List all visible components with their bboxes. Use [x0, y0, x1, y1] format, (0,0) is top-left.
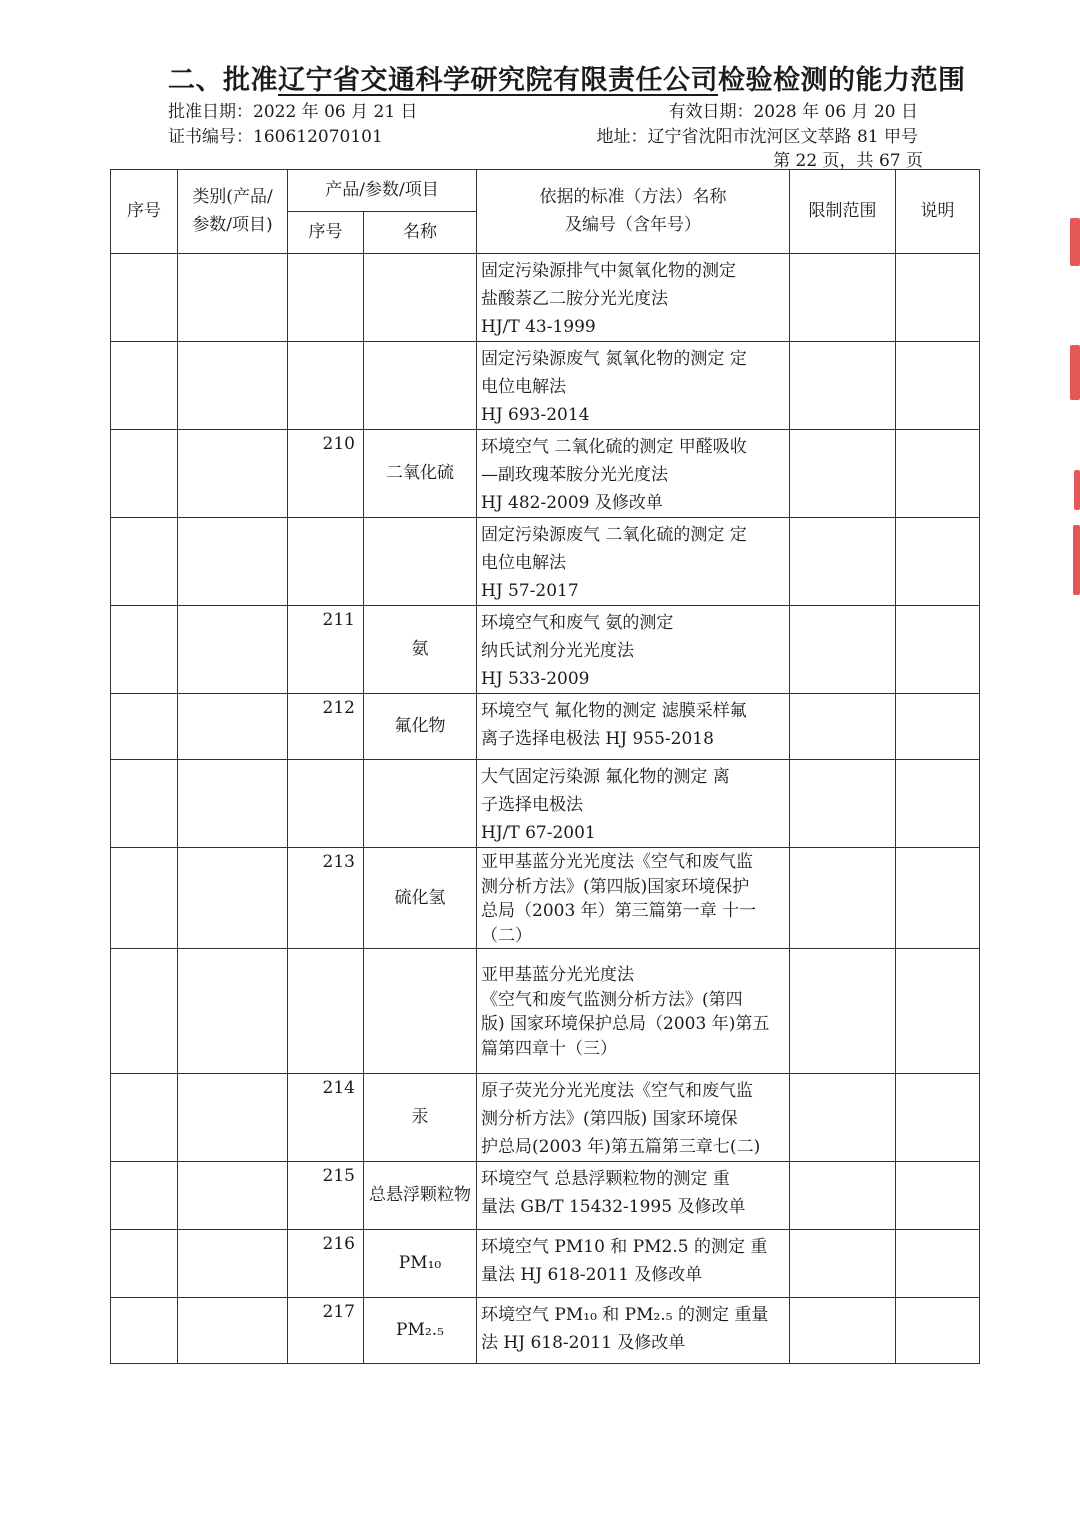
row-name: 硫化氢	[364, 848, 477, 949]
address: 地址：辽宁省沈阳市沈河区文萃路 81 甲号	[596, 127, 918, 147]
header-standard	[477, 170, 790, 254]
row-standard: 亚甲基蓝分光光度法《空气和废气监 测分析方法》(第四版)国家环境保护 总局（2003 年）第三篇第一章 十一 （二）	[477, 848, 790, 949]
row-name: 二氧化硫	[364, 430, 477, 518]
valid-date: 有效日期：2028 年 06 月 20 日	[668, 102, 918, 122]
row-number	[288, 518, 364, 606]
row-name	[364, 254, 477, 342]
row-number: 212	[288, 694, 364, 760]
seal-fragment	[1073, 525, 1080, 595]
row-name	[364, 760, 477, 848]
row-number: 217	[288, 1298, 364, 1364]
header-category: 类别(产品/参数/项目)	[178, 170, 288, 254]
header-sub-seq: 序号	[288, 212, 364, 254]
approval-date: 批准日期：2022 年 06 月 21 日	[168, 102, 418, 122]
table-row	[111, 694, 980, 760]
table-row	[111, 1162, 980, 1230]
header-seq: 序号	[111, 170, 178, 254]
title-organization: 辽宁省交通科学研究院有限责任公司	[278, 65, 718, 96]
row-standard: 固定污染源废气 氮氧化物的测定 定 电位电解法 HJ 693-2014	[477, 342, 790, 430]
row-name	[364, 342, 477, 430]
header-limit: 限制范围	[790, 170, 896, 254]
row-standard: 环境空气 二氧化硫的测定 甲醛吸收 —副玫瑰苯胺分光光度法 HJ 482-2009 及修改单	[477, 430, 790, 518]
header-standard-line1: 依据的标准（方法）名称	[539, 187, 727, 208]
row-number: 211	[288, 606, 364, 694]
row-name: 氨	[364, 606, 477, 694]
certificate-number: 证书编号：160612070101	[168, 127, 383, 147]
table-row	[111, 848, 980, 949]
seal-fragment	[1070, 345, 1080, 400]
seal-fragment	[1074, 470, 1080, 510]
row-standard: 环境空气和废气 氨的测定 纳氏试剂分光光度法 HJ 533-2009	[477, 606, 790, 694]
row-standard: 环境空气 总悬浮颗粒物的测定 重 量法 GB/T 15432-1995 及修改单	[477, 1162, 790, 1230]
seal-fragment	[1070, 218, 1080, 266]
header-group: 产品/参数/项目	[288, 170, 477, 212]
row-number: 216	[288, 1230, 364, 1298]
title-suffix: 检验检测的能力范围	[718, 65, 966, 96]
header-note: 说明	[896, 170, 980, 254]
table-row	[111, 949, 980, 1074]
row-number: 214	[288, 1074, 364, 1162]
row-number	[288, 760, 364, 848]
row-number	[288, 342, 364, 430]
row-standard: 固定污染源排气中氮氧化物的测定 盐酸萘乙二胺分光光度法 HJ/T 43-1999	[477, 254, 790, 342]
page-number: 第 22 页，共 67 页	[773, 151, 923, 171]
page-title	[168, 58, 966, 97]
row-standard: 固定污染源废气 二氧化硫的测定 定 电位电解法 HJ 57-2017	[477, 518, 790, 606]
table-row	[111, 1298, 980, 1364]
row-name	[364, 518, 477, 606]
table-row	[111, 518, 980, 606]
row-standard: 环境空气 PM₁₀ 和 PM₂.₅ 的测定 重量 法 HJ 618-2011 及修改单	[477, 1298, 790, 1364]
row-standard: 环境空气 PM10 和 PM2.5 的测定 重 量法 HJ 618-2011 及修改单	[477, 1230, 790, 1298]
row-name: 汞	[364, 1074, 477, 1162]
table-row	[111, 254, 980, 342]
row-standard: 原子荧光分光光度法《空气和废气监 测分析方法》(第四版) 国家环境保 护总局(2003 年)第五篇第三章七(二)	[477, 1074, 790, 1162]
table-row	[111, 1230, 980, 1298]
capability-table	[110, 169, 980, 1364]
row-name: 总悬浮颗粒物	[364, 1162, 477, 1230]
row-name: PM₁₀	[364, 1230, 477, 1298]
table-row	[111, 760, 980, 848]
row-name: 氟化物	[364, 694, 477, 760]
row-name: PM₂.₅	[364, 1298, 477, 1364]
table-row	[111, 606, 980, 694]
row-standard: 环境空气 氟化物的测定 滤膜采样氟 离子选择电极法 HJ 955-2018	[477, 694, 790, 760]
table-header-row	[111, 170, 980, 212]
row-name	[364, 949, 477, 1074]
row-number: 210	[288, 430, 364, 518]
row-number	[288, 949, 364, 1074]
table-row	[111, 430, 980, 518]
row-standard: 亚甲基蓝分光光度法 《空气和废气监测分析方法》(第四 版) 国家环境保护总局（2003 年)第五 篇第四章十（三）	[477, 949, 790, 1074]
row-number	[288, 254, 364, 342]
header-sub-name: 名称	[364, 212, 477, 254]
table-row	[111, 342, 980, 430]
title-prefix: 二、批准	[168, 65, 278, 96]
header-standard-line2: 及编号（含年号）	[565, 214, 701, 235]
row-number: 213	[288, 848, 364, 949]
table-row	[111, 1074, 980, 1162]
row-standard: 大气固定污染源 氟化物的测定 离 子选择电极法 HJ/T 67-2001	[477, 760, 790, 848]
row-number: 215	[288, 1162, 364, 1230]
